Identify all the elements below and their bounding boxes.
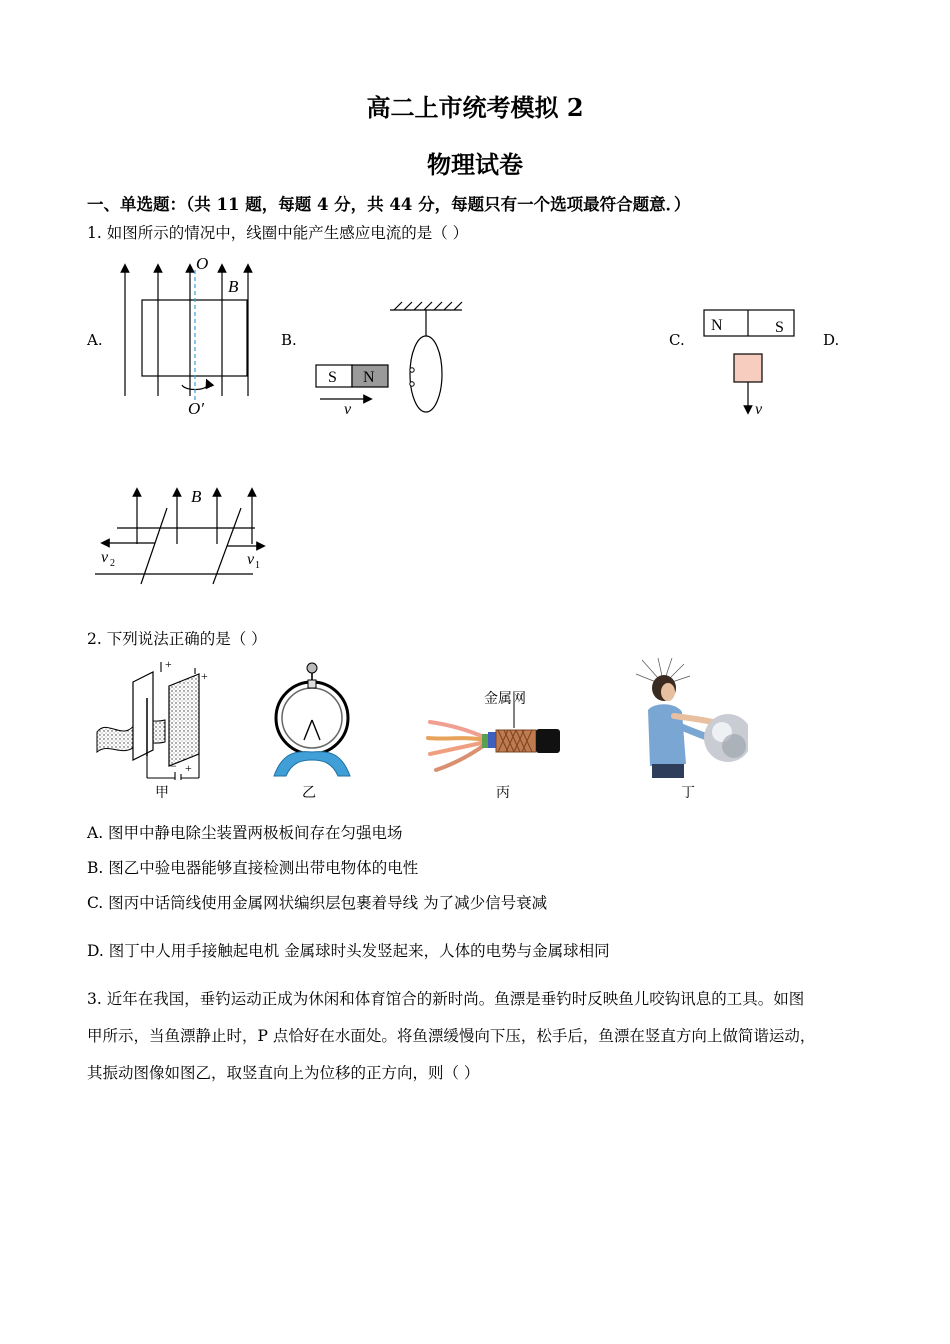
figure-ding-photo: [628, 656, 748, 778]
q2-option-c: C. 图丙中话筒线使用金属网状编织层包裹着导线 为了减少信号衰减: [87, 894, 548, 912]
svg-text:+: +: [185, 761, 192, 775]
fig-b-v-label: v: [344, 401, 352, 418]
fig-a-o-label: O: [196, 254, 209, 273]
q1-label-d: D.: [823, 331, 840, 349]
figure-yi-electroscope: [264, 658, 364, 780]
q1-label-b: B.: [281, 331, 297, 349]
figure-b-magnet-loop: [312, 298, 472, 420]
section-heading: 一、单选题：（共 11 题，每题 4 分，共 44 分，每题只有一个选项最符合题意．）: [87, 195, 691, 214]
fig-c-n-label: N: [711, 317, 723, 334]
q2-stem: 2. 下列说法正确的是（ ）: [87, 630, 267, 648]
caption-bing: 丙: [496, 785, 510, 801]
q3-line-2: 甲所示，当鱼漂静止时，P 点恰好在水面处。将鱼漂缓慢向下压，松手后，鱼漂在竖直方向上做简谐运动，: [87, 1027, 816, 1045]
q1-stem: 1. 如图所示的情况中，线圈中能产生感应电流的是（ ）: [87, 224, 469, 242]
fig-b-s-label: S: [328, 369, 337, 386]
q1-label-a: A.: [87, 331, 103, 349]
fig-a-b-label: B: [228, 277, 239, 296]
q3-line-1: 3. 近年在我国，垂钓运动正成为休闲和体育馆合的新时尚。鱼漂是垂钓时反映鱼儿咬钩讯息的工具。如图: [87, 990, 805, 1008]
fig-d-v2-sub: 2: [110, 558, 115, 569]
figure-c-magnet-block: [700, 306, 800, 422]
net-label: 金属网: [484, 691, 526, 707]
fig-c-v-label: v: [755, 401, 763, 418]
svg-text:+: +: [201, 669, 208, 683]
figure-jia-precipitator: [95, 658, 220, 780]
q2-option-d: D. 图丁中人用手接触起电机 金属球时头发竖起来，人体的电势与金属球相同: [87, 942, 610, 960]
fig-d-v2-label: v: [101, 549, 109, 566]
page-title: 高二上市统考模拟 2: [366, 93, 584, 122]
svg-text:−: −: [170, 759, 177, 773]
fig-d-b-label: B: [191, 487, 202, 506]
fig-c-s-label: S: [775, 319, 784, 336]
fig-d-v1-sub: 1: [255, 560, 260, 571]
fig-d-v1-label: v: [247, 551, 255, 568]
q1-label-c: C.: [669, 331, 685, 349]
caption-ding: 丁: [681, 785, 695, 801]
page-subtitle: 物理试卷: [427, 150, 523, 179]
q2-option-a: A. 图甲中静电除尘装置两极板间存在匀强电场: [87, 824, 403, 842]
caption-yi: 乙: [302, 785, 316, 801]
fig-b-n-label: N: [363, 369, 375, 386]
figure-d-rails: [95, 484, 275, 592]
q3-line-3: 其振动图像如图乙，取竖直向上为位移的正方向，则（ ）: [87, 1064, 480, 1082]
figure-a-rotating-coil: [110, 250, 260, 420]
svg-text:+: +: [165, 658, 172, 671]
q2-option-b: B. 图乙中验电器能够直接检测出带电物体的电性: [87, 859, 419, 877]
fig-a-o-prime-label: O′: [188, 399, 204, 418]
caption-jia: 甲: [155, 785, 169, 801]
